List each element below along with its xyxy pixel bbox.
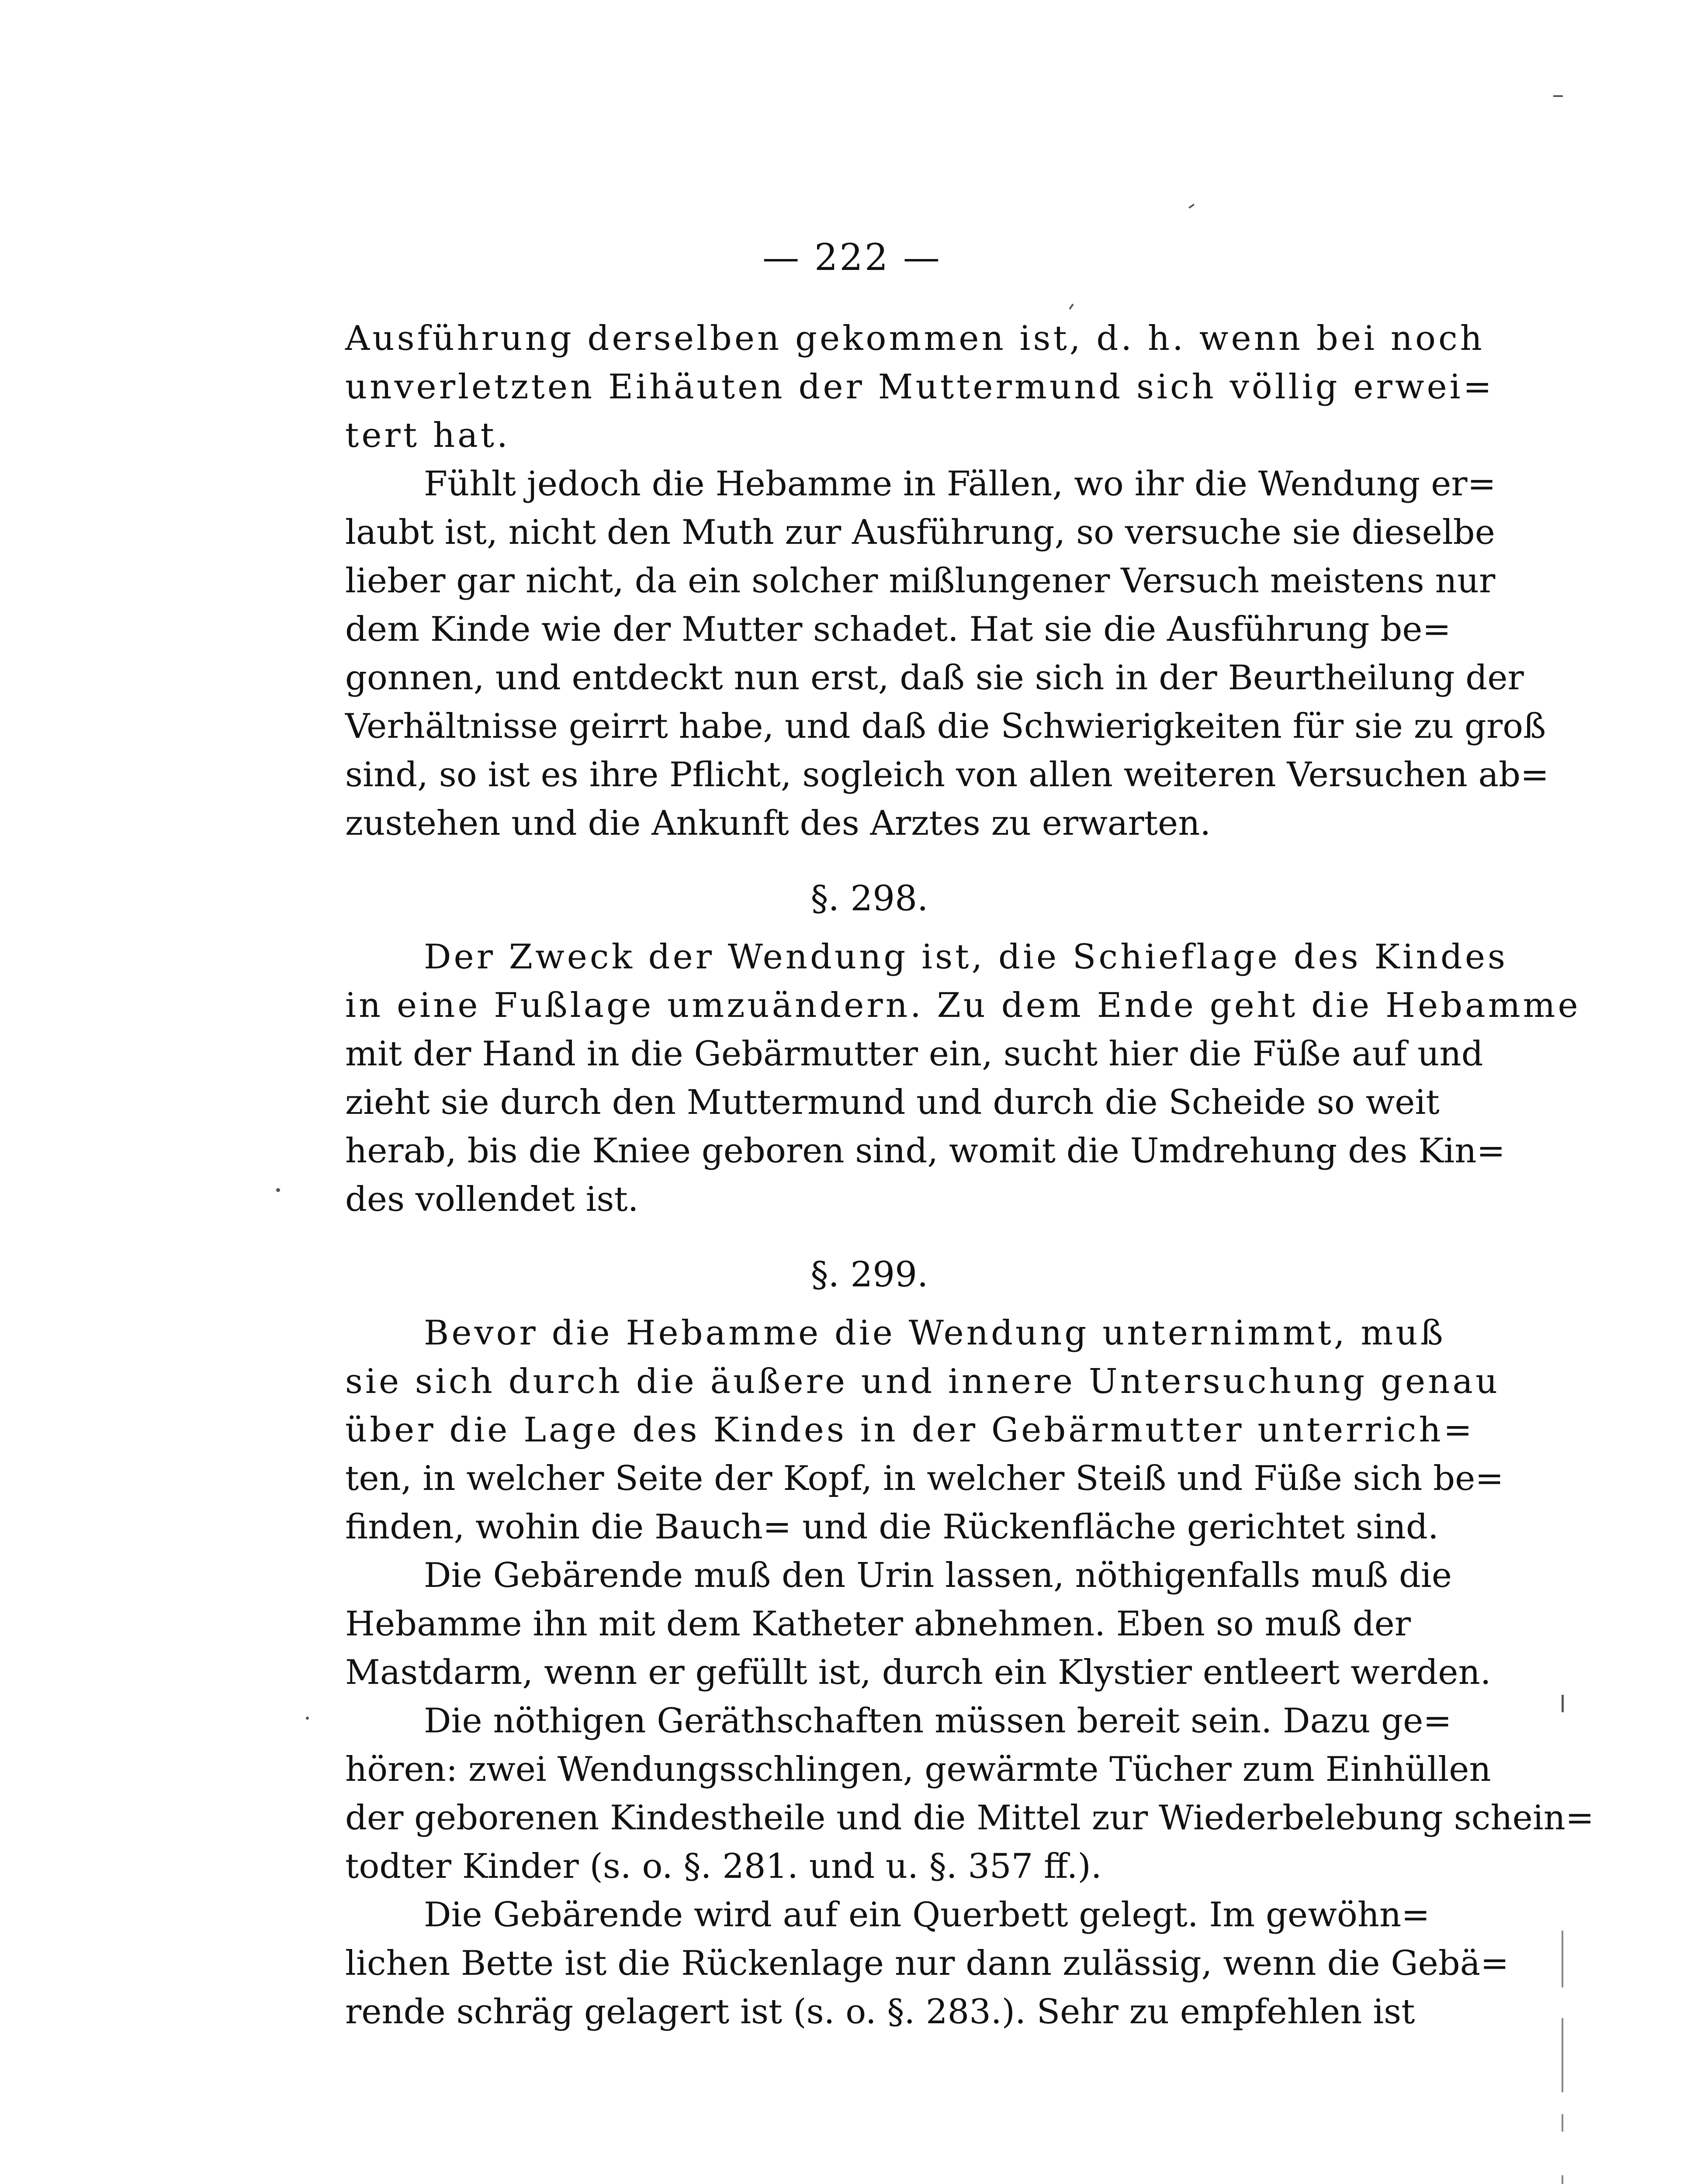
- text-line: Mastdarm, wenn er gefüllt ist, durch ein Klystier entleert werden.: [345, 1653, 1491, 1692]
- section-heading-299: §. 299.: [810, 1254, 928, 1295]
- paragraph: [345, 1891, 1509, 2036]
- text-line: Fühlt jedoch die Hebamme in Fällen, wo ihr die Wendung er=: [424, 464, 1496, 504]
- page-number: — 222 —: [762, 236, 942, 279]
- scan-mark: [1562, 1931, 1563, 1987]
- scan-mark: [1562, 2175, 1563, 2184]
- text-line: sind, so ist es ihre Pflicht, sogleich von allen weiteren Versuchen ab=: [345, 755, 1549, 795]
- text-line: Hebamme ihn mit dem Katheter abnehmen. Eben so muß der: [345, 1604, 1411, 1644]
- text-line: zustehen und die Ankunft des Arztes zu erwarten.: [345, 804, 1211, 843]
- text-line: sie sich durch die äußere und innere Untersuchung genau: [345, 1362, 1500, 1401]
- text-line: hören: zwei Wendungsschlingen, gewärmte Tücher zum Einhüllen: [345, 1750, 1491, 1789]
- paragraph-continuation: [345, 314, 1494, 460]
- text-line: herab, bis die Kniee geboren sind, womit die Umdrehung des Kin=: [345, 1131, 1505, 1171]
- paragraph-section-299: [345, 1309, 1504, 1552]
- text-line: ten, in welcher Seite der Kopf, in welcher Steiß und Füße sich be=: [345, 1459, 1504, 1498]
- text-line: in eine Fußlage umzuändern. Zu dem Ende geht die Hebamme: [345, 986, 1581, 1025]
- text-line: lieber gar nicht, da ein solcher mißlungener Versuch meistens nur: [345, 561, 1496, 601]
- paragraph-section-298: [345, 933, 1581, 1224]
- text-line: rende schräg gelagert ist (s. o. §. 283.). Sehr zu empfehlen ist: [345, 1992, 1415, 2032]
- text-line: todter Kinder (s. o. §. 281. und u. §. 357 ff.).: [345, 1847, 1102, 1886]
- scan-mark: [1553, 95, 1563, 97]
- scan-mark: [306, 1717, 309, 1720]
- text-line: zieht sie durch den Muttermund und durch die Scheide so weit: [345, 1083, 1440, 1122]
- scan-mark: [1562, 2114, 1563, 2132]
- body-text: [345, 314, 1594, 2036]
- text-line: tert hat.: [345, 416, 510, 455]
- text-line: Die Gebärende muß den Urin lassen, nöthigenfalls muß die: [424, 1556, 1452, 1595]
- text-line: gonnen, und entdeckt nun erst, daß sie sich in der Beurtheilung der: [345, 658, 1524, 698]
- text-line: Die Gebärende wird auf ein Querbett gelegt. Im gewöhn=: [424, 1895, 1430, 1935]
- text-line: unverletzten Eihäuten der Muttermund sich völlig erwei=: [345, 367, 1494, 407]
- text-line: des vollendet ist.: [345, 1180, 639, 1219]
- scan-mark: [276, 1188, 280, 1192]
- section-heading-298: §. 298.: [810, 878, 928, 919]
- text-line: Bevor die Hebamme die Wendung unternimmt, muß: [424, 1313, 1446, 1353]
- text-line: Die nöthigen Geräthschaften müssen bereit sein. Dazu ge=: [424, 1701, 1452, 1741]
- text-line: laubt ist, nicht den Muth zur Ausführung, so versuche sie dieselbe: [345, 513, 1495, 552]
- scan-mark: [1562, 2018, 1563, 2092]
- text-line: mit der Hand in die Gebärmutter ein, sucht hier die Füße auf und: [345, 1034, 1483, 1074]
- paragraph: [345, 460, 1549, 848]
- scan-mark: [1069, 304, 1074, 310]
- text-line: der geborenen Kindestheile und die Mittel zur Wiederbelebung schein=: [345, 1798, 1594, 1838]
- text-line: über die Lage des Kindes in der Gebärmutter unterrich=: [345, 1410, 1475, 1450]
- text-line: Verhältnisse geirrt habe, und daß die Schwierigkeiten für sie zu groß: [345, 707, 1546, 746]
- text-line: Der Zweck der Wendung ist, die Schieflage des Kindes: [424, 937, 1508, 977]
- paragraph: [345, 1697, 1594, 1891]
- scan-mark: [1562, 1695, 1564, 1712]
- paragraph: [345, 1552, 1491, 1697]
- text-line: finden, wohin die Bauch= und die Rückenfläche gerichtet sind.: [345, 1507, 1439, 1547]
- text-line: dem Kinde wie der Mutter schadet. Hat sie die Ausführung be=: [345, 610, 1451, 649]
- text-line: Ausführung derselben gekommen ist, d. h. wenn bei noch: [345, 319, 1485, 358]
- scan-mark: [1188, 204, 1195, 208]
- text-line: lichen Bette ist die Rückenlage nur dann zulässig, wenn die Gebä=: [345, 1944, 1509, 1983]
